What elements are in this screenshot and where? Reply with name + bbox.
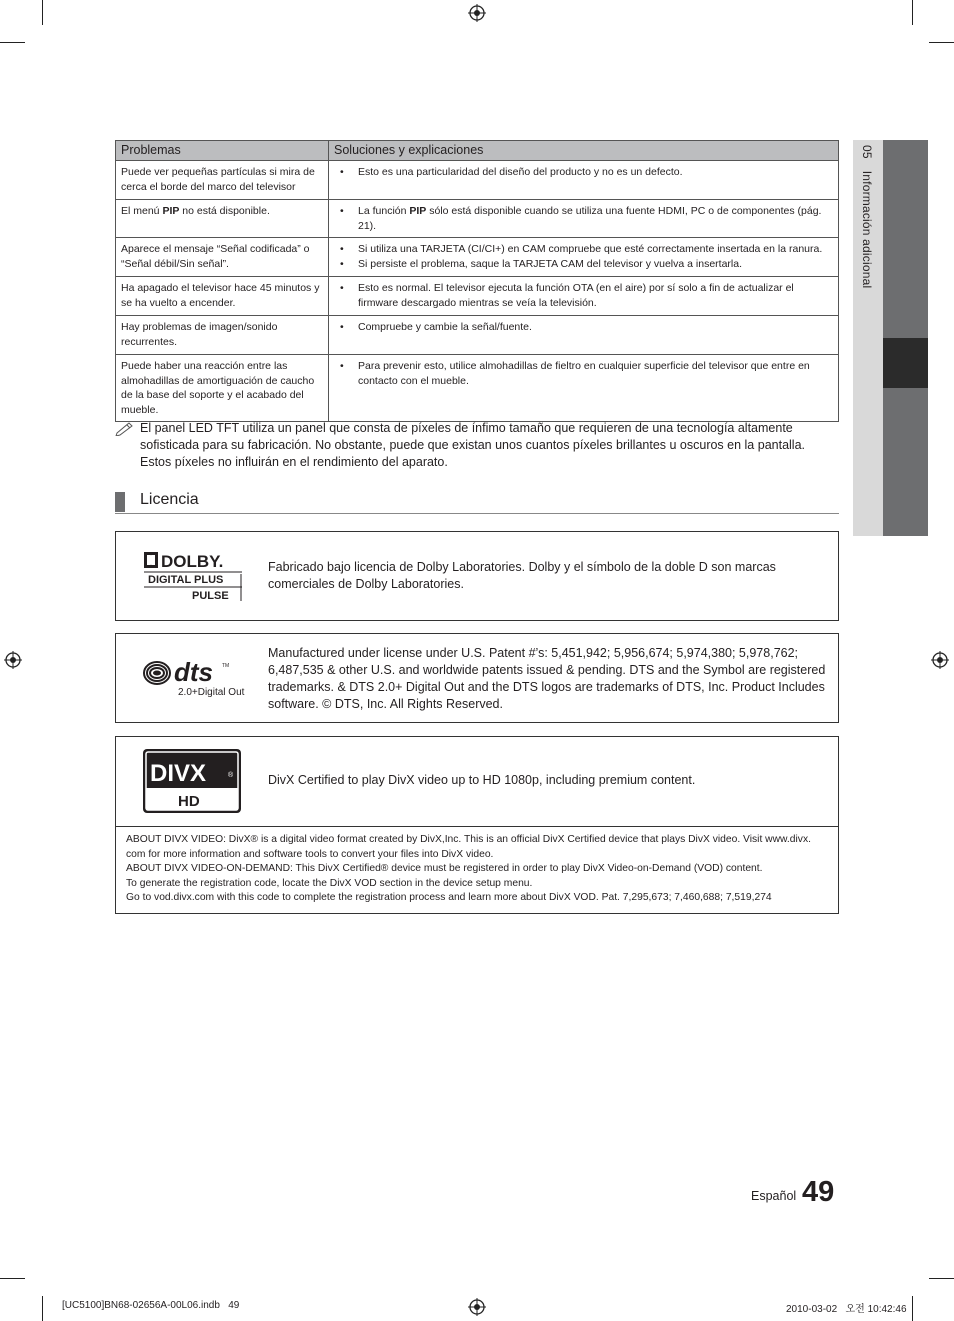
- footer-file-info: [UC5100]BN68-02656A-00L06.indb 49: [62, 1300, 240, 1311]
- divx-logo-reg: ®: [228, 772, 234, 779]
- header-solutions: Soluciones y explicaciones: [329, 141, 839, 161]
- dolby-license-text: Fabricado bajo licencia de Dolby Laboratories. Dolby y el símbolo de la doble D son marcas comerciales de Dolby Laboratories.: [268, 560, 776, 591]
- dts-logo-word: dts: [174, 658, 213, 687]
- chapter-tab-marker: [883, 338, 928, 388]
- dolby-logo-word: DOLBY.: [161, 552, 224, 571]
- page-number: 49: [802, 1176, 835, 1208]
- problem-cell: Puede haber una reacción entre las almohadillas de amortiguación de caucho de la base del soporte y el acabado del mueble.: [116, 355, 329, 422]
- dolby-license-box: [115, 531, 839, 621]
- section-bar: [115, 492, 125, 512]
- note-text: El panel LED TFT utiliza un panel que consta de píxeles de ínfimo tamaño que requieren de una tecnología altamente sofisticada para su fabricación. No obstante, puede que existan unos cuantos píxeles brillantes u oscuros en la pantalla. Estos píxeles no influirán en el rendimiento del aparato.: [140, 421, 805, 469]
- solution-text: La función: [358, 205, 410, 217]
- section-title: Licencia: [140, 491, 199, 508]
- crop-mark: [929, 1278, 954, 1279]
- solution-bold: PIP: [409, 205, 427, 217]
- divx-about-line: ABOUT DIVX VIDEO-ON-DEMAND: This DivX Certified® device must be registered in order to play DivX Video-on-Demand (VOD) content.: [126, 863, 763, 875]
- dolby-logo-line1: DIGITAL PLUS: [148, 574, 224, 586]
- problem-cell: Aparece el mensaje “Señal codificada” o “Señal débil/Sin señal”.: [116, 238, 329, 277]
- chapter-number: 05: [860, 145, 874, 159]
- problem-bold: PIP: [162, 205, 180, 217]
- crop-mark: [0, 1278, 25, 1279]
- table-row: [116, 238, 839, 277]
- divx-logo-word: DIVX: [150, 760, 207, 787]
- crop-mark: [912, 0, 913, 25]
- divx-logo-sub: HD: [178, 793, 200, 810]
- solution-cell: [329, 355, 839, 422]
- problem-cell: [116, 200, 329, 238]
- troubleshooting-table: [115, 140, 839, 422]
- chapter-label: [860, 145, 874, 288]
- crop-mark: [929, 42, 954, 43]
- header-problems: Problemas: [116, 141, 329, 161]
- divx-logo-icon: [142, 748, 242, 814]
- dolby-logo-line2: PULSE: [192, 590, 229, 602]
- divx-about-block: [116, 826, 838, 912]
- dts-logo-tm: TM: [222, 663, 230, 669]
- solution-text: sólo está disponible cuando se utiliza una fuente HDMI, PC o de componentes (pág. 21).: [358, 205, 822, 232]
- solution-item: • Compruebe y cambie la señal/fuente.: [334, 320, 833, 335]
- solution-item: [334, 204, 833, 233]
- pencil-note-icon: [115, 420, 135, 436]
- solution-item: • Para prevenir esto, utilice almohadillas de fieltro en cualquier superficie del televisor que entre en contacto con el mueble.: [334, 359, 833, 388]
- table-row: [116, 200, 839, 238]
- solution-cell: [329, 238, 839, 277]
- table-row: [116, 161, 839, 200]
- footer-date-info: 2010-03-02 오전 10:42:46: [786, 1304, 907, 1315]
- divx-license-text: DivX Certified to play DivX video up to HD 1080p, including premium content.: [268, 773, 696, 787]
- problem-cell: Hay problemas de imagen/sonido recurrentes.: [116, 316, 329, 355]
- registration-mark-icon: [468, 4, 486, 22]
- chapter-title: Información adicional: [860, 170, 874, 289]
- dts-license-text: Manufactured under license under U.S. Patent #’s: 5,451,942; 5,956,674; 5,974,380; 5,978,762; 6,487,535 & other U.S. and worldwide patents issued & pending. DTS and the Symbol are registered trademarks. & DTS 2.0+ Digital Out and the DTS logos are trademarks of DTS, Inc. Product Includes software. © DTS, Inc. All Rights Reserved.: [268, 646, 826, 711]
- registration-mark-icon: [468, 1298, 486, 1316]
- crop-mark: [0, 42, 25, 43]
- solution-cell: [329, 161, 839, 200]
- divx-about-line: ABOUT DIVX VIDEO: DivX® is a digital video format created by DivX,Inc. This is an official DivX Certified device that plays DivX video. Visit www.divx.: [126, 834, 811, 845]
- dts-license-box: [115, 633, 839, 723]
- divx-about-line: com for more information and software tools to convert your files into DivX video.: [126, 848, 494, 860]
- divx-license-box: [115, 736, 839, 914]
- solution-item: • Si persiste el problema, saque la TARJETA CAM del televisor y vuelva a insertarla.: [334, 257, 833, 272]
- problem-text: El menú: [121, 205, 163, 217]
- crop-mark: [42, 1296, 43, 1321]
- problem-cell: Ha apagado el televisor hace 45 minutos y se ha vuelto a encender.: [116, 277, 329, 316]
- table-row: [116, 277, 839, 316]
- crop-mark: [42, 0, 43, 25]
- dolby-logo-icon: [142, 550, 244, 605]
- footer-language: Español: [751, 1189, 797, 1203]
- solution-item: • Esto es normal. El televisor ejecuta la función OTA (en el aire) por sí solo a fin de actualizar el firmware descargado mientras se veía la televisión.: [334, 281, 833, 310]
- section-heading: [115, 491, 839, 514]
- table-row: [116, 316, 839, 355]
- divx-about-line: To generate the registration code, locate the DivX VOD section in the device setup menu.: [126, 877, 533, 889]
- table-row: [116, 355, 839, 422]
- registration-mark-icon: [4, 651, 22, 669]
- registration-mark-icon: [931, 651, 949, 669]
- divx-about-line: Go to vod.divx.com with this code to complete the registration process and learn more about DivX VOD. Pat. 7,295,673; 7,460,688; 7,519,274: [126, 892, 772, 904]
- solution-item: • Esto es una particularidad del diseño del producto y no es un defecto.: [334, 165, 833, 180]
- crop-mark: [912, 1296, 913, 1321]
- problem-text: no está disponible.: [179, 205, 270, 217]
- solution-item: • Si utiliza una TARJETA (CI/CI+) en CAM compruebe que esté correctamente insertada en la ranura.: [334, 242, 833, 257]
- solution-cell: [329, 316, 839, 355]
- solution-cell: [329, 277, 839, 316]
- dts-logo-icon: [142, 658, 246, 700]
- table-header-row: [116, 141, 839, 161]
- problem-cell: Puede ver pequeñas partículas si mira de cerca el borde del marco del televisor: [116, 161, 329, 200]
- dts-logo-sub: 2.0+Digital Out: [178, 687, 245, 698]
- note-block: [115, 420, 839, 471]
- solution-cell: [329, 200, 839, 238]
